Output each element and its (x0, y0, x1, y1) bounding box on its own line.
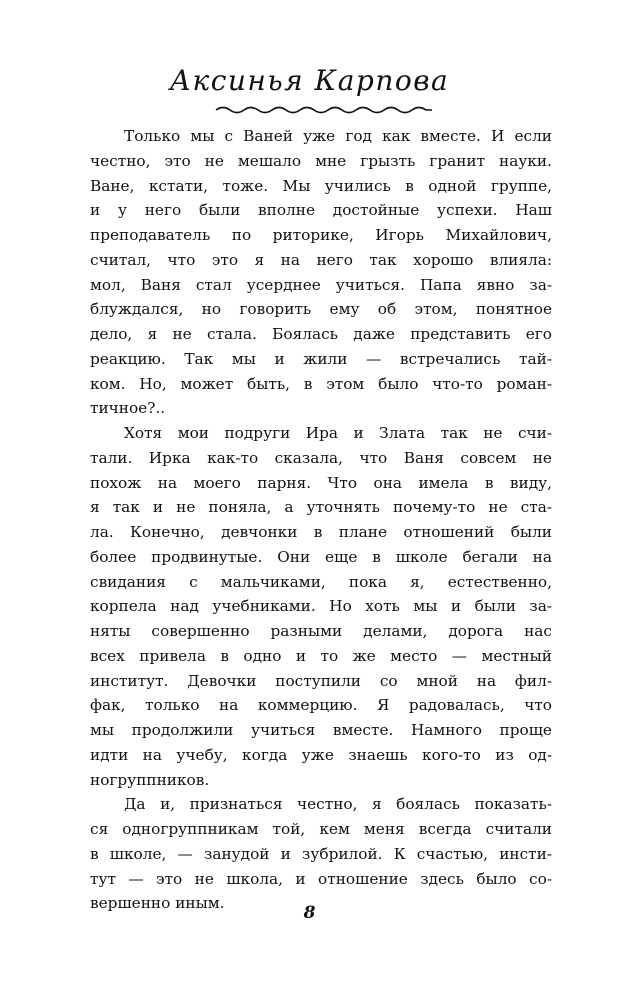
author-name: Аксинья Карпова (169, 64, 450, 97)
text-line: преподаватель по риторике, Игорь Михайлович, (90, 226, 552, 244)
paragraph (90, 124, 552, 421)
text-line: считал, что это я на него так хорошо влияла: (90, 250, 552, 269)
text-line: я так и не поняла, а уточнять почему-то не ста- (90, 498, 552, 517)
running-header (0, 56, 619, 116)
text-line: похож на моего парня. Что она имела в виду, (90, 473, 552, 492)
text-line: вершенно иным. (90, 894, 225, 913)
text-line: Только мы с Ваней уже год как вместе. И если (124, 127, 552, 145)
wavy-underline-ornament (214, 104, 434, 116)
page-number: 8 (303, 903, 316, 923)
text-line: ком. Но, может быть, в этом было что-то роман- (90, 374, 552, 393)
text-line: ногруппников. (90, 770, 210, 789)
text-line: няты совершенно разными делами, дорога нас (90, 622, 552, 640)
text-line: мы продолжили учиться вместе. Намного проще (90, 721, 552, 739)
text-line: Хотя мои подруги Ира и Злата так не счи- (124, 424, 552, 442)
text-line: в школе, — занудой и зубрилой. К счастью, инсти- (90, 844, 552, 863)
text-line: честно, это не мешало мне грызть гранит науки. (90, 151, 552, 170)
text-line: дело, я не стала. Боялась даже представить его (90, 325, 552, 343)
text-line: институт. Девочки поступили со мной на фил- (90, 671, 552, 690)
text-line: ла. Конечно, девчонки в плане отношений были (90, 523, 552, 541)
text-line: тут — это не школа, и отношение здесь было со- (90, 869, 552, 888)
text-line: мол, Ваня стал усерднее учиться. Папа явно за- (90, 275, 552, 294)
text-line: блуждался, но говорить ему об этом, понятное (90, 300, 552, 319)
paragraph (90, 792, 552, 916)
text-line: реакцию. Так мы и жили — встречались тай- (90, 349, 552, 368)
paragraph (90, 421, 552, 792)
body-text (90, 124, 552, 916)
text-line: тали. Ирка как-то сказала, что Ваня совсем не (90, 448, 552, 467)
text-line: фак, только на коммерцию. Я радовалась, что (90, 696, 552, 715)
text-line: всех привела в одно и то же место — местный (90, 646, 552, 665)
text-line: ся одногруппникам той, кем меня всегда считали (90, 820, 552, 838)
text-line: Да и, признаться честно, я боялась показать- (124, 795, 552, 814)
text-line: корпела над учебниками. Но хоть мы и были за- (90, 597, 552, 616)
text-line: свидания с мальчиками, пока я, естественно, (90, 572, 552, 591)
text-line: более продвинутые. Они еще в школе бегали на (90, 547, 552, 566)
text-line: Ване, кстати, тоже. Мы учились в одной группе, (90, 176, 552, 195)
text-line: и у него были вполне достойные успехи. Наш (90, 201, 552, 220)
text-line: идти на учебу, когда уже знаешь кого-то из од- (90, 745, 552, 764)
text-line: тичное?.. (90, 399, 166, 418)
